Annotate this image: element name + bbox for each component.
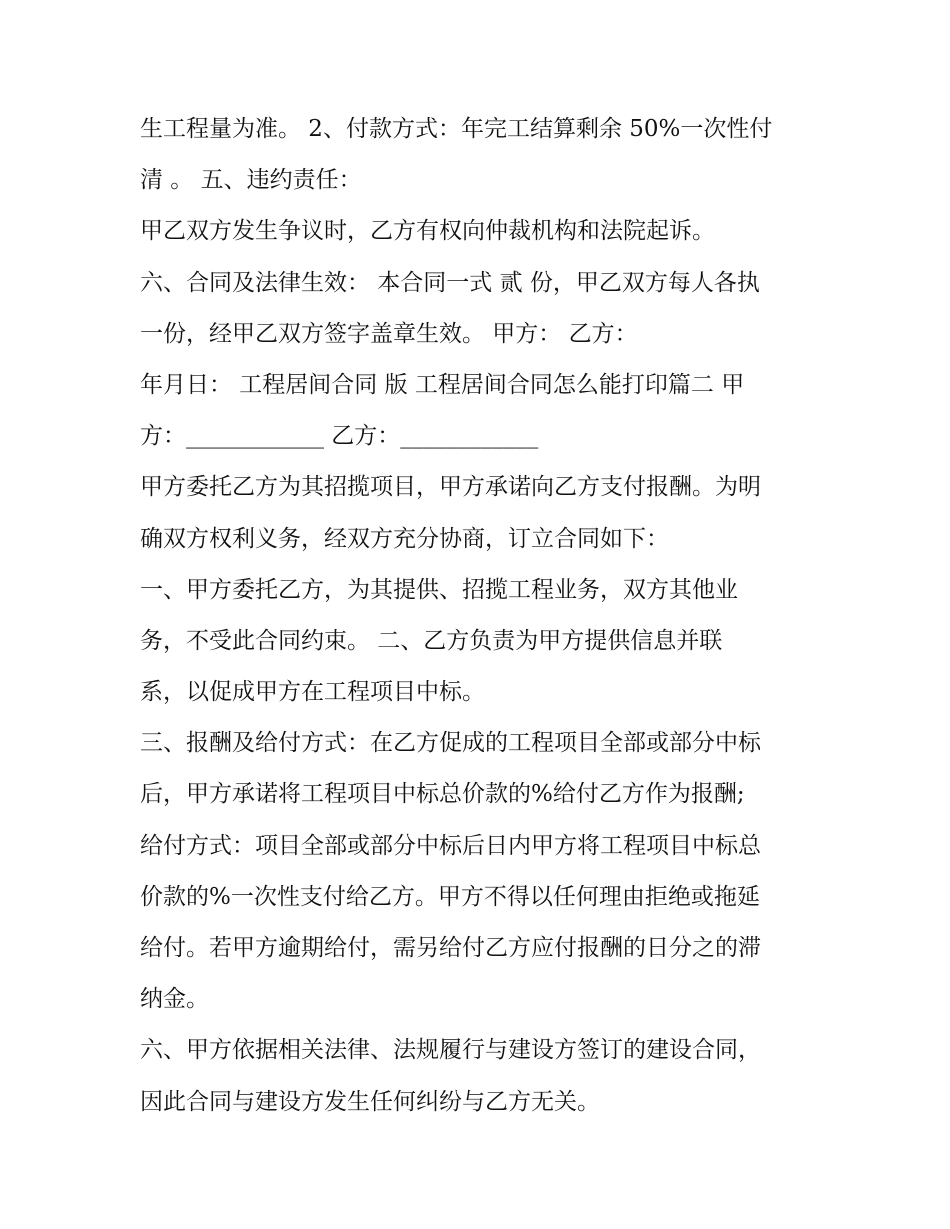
text-line: 务，不受此合同约束。 二、乙方负责为甲方提供信息并联 <box>140 627 723 654</box>
text-line: 给付。若甲方逾期给付，需另给付乙方应付报酬的日分之的滞 <box>140 935 761 961</box>
text-line: 一、甲方委托乙方，为其提供、招揽工程业务，双方其他业 <box>140 576 738 603</box>
text-line: 因此合同与建设方发生任何纠纷与乙方无关。 <box>140 1088 600 1115</box>
text-line: 六、甲方依据相关法律、法规履行与建设方签订的建设合同， <box>140 1037 761 1064</box>
text-line: 三、报酬及给付方式：在乙方促成的工程项目全部或部分中标 <box>140 730 761 757</box>
text-line: 纳金。 <box>140 986 209 1013</box>
text-line: 生工程量为准。 2、付款方式：年完工结算剩余 50%一次性付 <box>140 116 773 142</box>
document-body <box>140 104 820 1128</box>
text-line: 甲方委托乙方为其招揽项目，甲方承诺向乙方支付报酬。为明 <box>140 474 761 501</box>
text-line: 系，以促成甲方在工程项目中标。 <box>140 679 485 706</box>
text-line: 六、合同及法律生效： 本合同一式 贰 份，甲乙双方每人各执 <box>140 269 760 296</box>
text-line: 清 。 五、违约责任： <box>140 167 362 194</box>
text-line: 给付方式：项目全部或部分中标后日内甲方将工程项目中标总 <box>140 832 761 859</box>
text-line: 价款的%一次性支付给乙方。甲方不得以任何理由拒绝或拖延 <box>140 883 760 910</box>
text-line: 一份，经甲乙双方签字盖章生效。 甲方： 乙方： <box>140 320 638 347</box>
text-line: 后，甲方承诺将工程项目中标总价款的%给付乙方作为报酬; <box>140 781 745 808</box>
text-line: 方：____________ 乙方：____________ <box>140 423 539 450</box>
text-line: 甲乙双方发生争议时，乙方有权向仲裁机构和法院起诉。 <box>140 218 715 245</box>
text-line: 确双方权利义务，经双方充分协商，订立合同如下： <box>140 525 669 552</box>
text-line: 年月日： 工程居间合同 版 工程居间合同怎么能打印篇二 甲 <box>140 371 745 398</box>
